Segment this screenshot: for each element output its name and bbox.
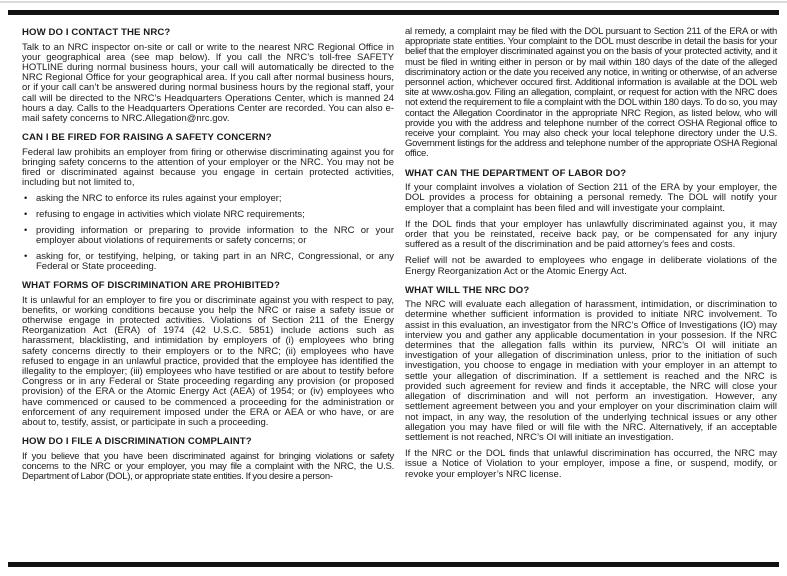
section-heading-fired-safety-concern: CAN I BE FIRED FOR RAISING A SAFETY CONCERN? bbox=[22, 132, 272, 144]
section-heading-file-complaint: HOW DO I FILE A DISCRIMINATION COMPLAINT? bbox=[22, 436, 252, 448]
list-item bbox=[22, 252, 394, 272]
paragraph-complaint-continuation: al remedy, a complaint may be filed with the DOL pursuant to Section 211 of the ERA or with appropriate state entities. Your complaint to the DOL must describe in detail the basis for your belief that the employer discriminated against you on the basis of your protected activity, and it must be filed in writing either in person or by mail within 180 days of the date of the alleged discriminatory action or the date you received any notice, in writing or otherwise, of an adverse personnel action, whichever occured first. Additional information is available at the DOL web site at www.osha.gov. Filing an allegation, complaint, or request for action with the NRC does not extend the requirement to file a complaint with the DOL within 180 days. To do so, you may contact the Allegation Coordinator in the appropriate NRC Region, as listed below, who will provide you with the address and telephone number of the correct OSHA Regional office to receive your complaint. You may also check your local telephone directory under the U.S. Government listings for the address and telephone number of the appropriate OSHA Regional office. bbox=[405, 26, 777, 160]
bullet-text: asking for, or testifying, helping, or taking part in an NRC, Congressional, or any Federal or State proceeding. bbox=[36, 250, 394, 272]
bullet-text: refusing to engage in activities which violate NRC requirements; bbox=[36, 209, 305, 221]
section-heading-department-labor: WHAT CAN THE DEPARTMENT OF LABOR DO? bbox=[405, 167, 627, 179]
bullet-icon: • bbox=[24, 193, 28, 205]
bullet-text: asking the NRC to enforce its rules against your employer; bbox=[36, 193, 282, 205]
document-content bbox=[22, 27, 777, 562]
section-heading-what-will-nrc-do: WHAT WILL THE NRC DO? bbox=[405, 284, 530, 296]
paragraph-nrc-do-2: If the NRC or the DOL finds that unlawful discrimination has occurred, the NRC may issue a Notice of Violation to your employer, impose a fine, or suspend, modify, or revoke your employer’s NRC license. bbox=[405, 448, 777, 480]
scan-edge-line bbox=[0, 1, 787, 3]
list-item bbox=[22, 226, 394, 246]
list-item bbox=[22, 210, 394, 220]
bullet-icon: • bbox=[24, 224, 28, 236]
top-rule bbox=[8, 10, 779, 15]
bullet-text: providing information or preparing to provide information to the NRC or your employer about violations of requirements or safety concerns; or bbox=[36, 224, 394, 247]
paragraph-dol-1: If your complaint involves a violation of Section 211 of the ERA by your employer, the DOL provides a process for obtaining a personal remedy. The DOL will notify your employer that a complaint has been filed and will investigate your complaint. bbox=[405, 182, 777, 214]
bottom-rule bbox=[8, 562, 779, 567]
section-heading-contact-nrc: HOW DO I CONTACT THE NRC? bbox=[22, 27, 171, 38]
bullet-icon: • bbox=[24, 250, 28, 262]
paragraph-fired-intro: Federal law prohibits an employer from firing or otherwise discriminating against you for bringing safety concerns to the attention of your employer or the NRC. You may not be fired or discriminated against because you engage in certain protected activities, including but not limited to, bbox=[22, 146, 394, 189]
paragraph-contact-nrc: Talk to an NRC inspector on-site or call or write to the nearest NRC Regional Office in your geographical area (see map below). If you call the NRC’s toll-free SAFETY HOTLINE during normal business hours, your call will automatically be directed to the NRC Regional Office for your geographical area. If you call after normal business hours, or if your call can’t be answered during normal business hours by the regional staff, your call will be directed to the NRC’s Headquarters Operations Center, which is manned 24 hours a day. Calls to the Headquarters Operations Center are recorded. You can also e-mail safety concerns to NRC.Allegation@nrc.gov. bbox=[22, 41, 394, 124]
paragraph-dol-2: If the DOL finds that your employer has unlawfully discriminated against you, it may order that you be reinstated, receive back pay, or be compensated for any injury suffered as a result of the discrimination and be paid attorney’s fees and costs. bbox=[405, 218, 777, 251]
bullet-icon: • bbox=[24, 209, 28, 221]
left-column bbox=[22, 27, 394, 562]
paragraph-forms-discrimination: It is unlawful for an employer to fire you or discriminate against you with respect to pay, benefits, or working conditions because you help the NRC or raise a safety issue or otherwise engage in protected activities. Violations of Section 211 of the Energy Reorganization Act (ERA) of 1974 (42 U.S.C. 5851) include actions such as harassment, blacklisting, and intimidation by employers of (i) employees who bring safety concerns directly to their employers or to the NRC; (ii) employees who have refused to engage in an unlawful practice, provided that the employee has identified the illegality to the employer; (iii) employees who have testified or are about to testify before Congress or in any Federal or State proceeding regarding any provision (or proposed provision) of the ERA or the Atomic Energy Act (AEA) of 1954; or (iv) employees who have commenced or caused to be commenced a proceeding for the administration or enforcement of any requirement imposed under the ERA or AEA or who have, or are about to, testify, assist, or participate in such a proceeding. bbox=[22, 294, 394, 429]
right-column bbox=[405, 27, 777, 562]
paragraph-dol-3: Relief will not be awarded to employees who engage in deliberate violations of the Energy Reorganization Act or the Atomic Energy Act. bbox=[405, 255, 777, 277]
paragraph-file-complaint: If you believe that you have been discriminated against for bringing violations or safety concerns to the NRC or your employer, you may file a complaint with the NRC, the U.S. Department of Labor (DOL), or appropriate state entities. If you desire a person- bbox=[22, 450, 394, 483]
section-heading-forms-discrimination: WHAT FORMS OF DISCRIMINATION ARE PROHIBITED? bbox=[22, 280, 280, 292]
list-item bbox=[22, 194, 394, 204]
paragraph-nrc-do-1: The NRC will evaluate each allegation of harassment, intimidation, or discrimination to determine whether sufficient information is provided to initiate NRC involvement. To assist in this evaluation, an investigator from the NRC’s Office of Investigations (IO) may interview you and gather any applicable documentation in your possesion. If the NRC determines that the allegation falls within its purview, NRC’s OI will initiate an investigation of your allegation of discrimination unless, prior to the initiation of such investigation, you choose to engage in mediation with your employer in an attempt to settle your allegation of discrimination. If a settlement is reached and the NRC is provided such agreement for review and finds it acceptable, the NRC will close your allegation of discrimination and will not perform an investigation. However, any settlement agreement between you and your employer on your discrimination claim will not impact, in any way, the resolution of the underlying technical issues or any other allegation you may have filed or will file with the NRC. Alternatively, if an acceptable settlement is not reached, NRC’s OI will initiate an investigation. bbox=[405, 299, 777, 443]
